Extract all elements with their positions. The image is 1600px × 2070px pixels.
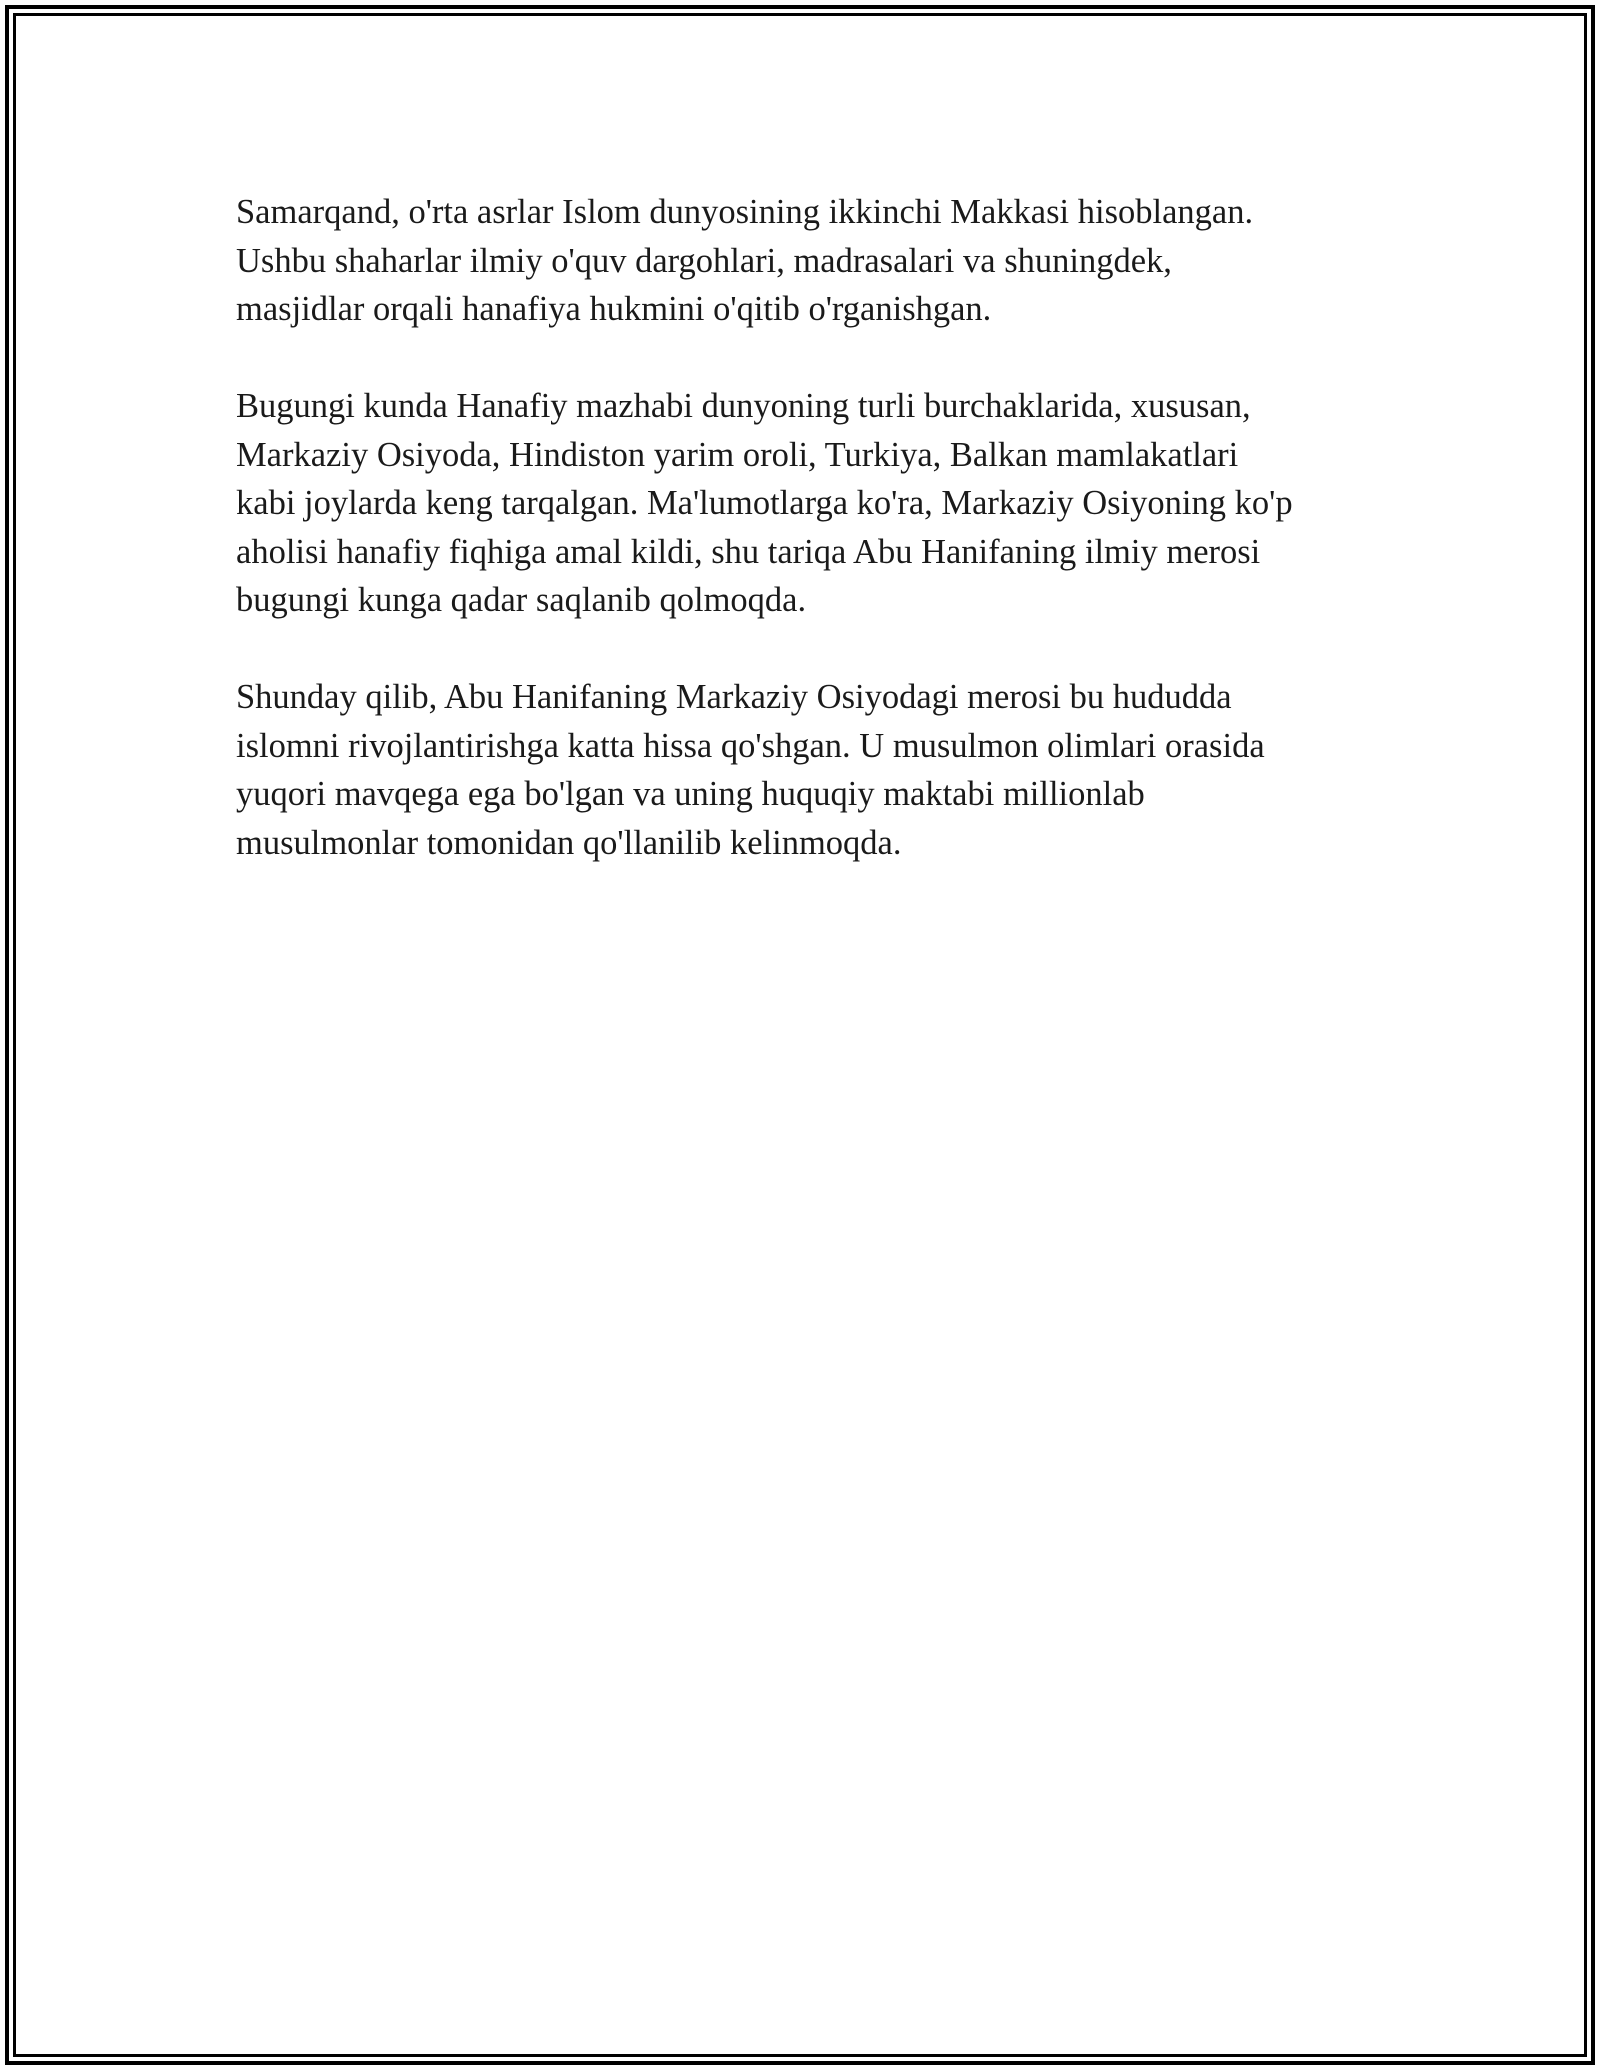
paragraph (236, 188, 1366, 334)
text-line: yuqori mavqega ega bo'lgan va uning huquqiy maktabi millionlab (236, 775, 1145, 813)
text-line: Samarqand, o'rta asrlar Islom dunyosining ikkinchi Makkasi hisoblangan. (236, 193, 1254, 231)
text-line: Bugungi kunda Hanafiy mazhabi dunyoning turli burchaklarida, xususan, (236, 387, 1251, 425)
paragraph (236, 673, 1366, 867)
text-line: Ushbu shaharlar ilmiy o'quv dargohlari, madrasalari va shuningdek, (236, 241, 1172, 280)
text-line: islomni rivojlantirishga katta hissa qo'shgan. U musulmon olimlari orasida (236, 726, 1265, 765)
text-line: Shunday qilib, Abu Hanifaning Markaziy Osiyodagi merosi bu hududda (236, 678, 1232, 716)
text-line: bugungi kunga qadar saqlanib qolmoqda. (236, 581, 807, 619)
text-line: aholisi hanafiy fiqhiga amal kildi, shu tariqa Abu Hanifaning ilmiy merosi (236, 532, 1261, 571)
text-line: musulmonlar tomonidan qo'llanilib kelinmoqda. (236, 823, 902, 862)
paragraph (236, 382, 1366, 625)
text-line: Markaziy Osiyoda, Hindiston yarim oroli, Turkiya, Balkan mamlakatlari (236, 435, 1239, 474)
text-line: kabi joylarda keng tarqalgan. Ma'lumotlarga ko'ra, Markaziy Osiyoning ko'p (236, 484, 1293, 522)
text-line: masjidlar orqali hanafiya hukmini o'qitib o'rganishgan. (236, 290, 992, 328)
document-body (236, 188, 1366, 916)
